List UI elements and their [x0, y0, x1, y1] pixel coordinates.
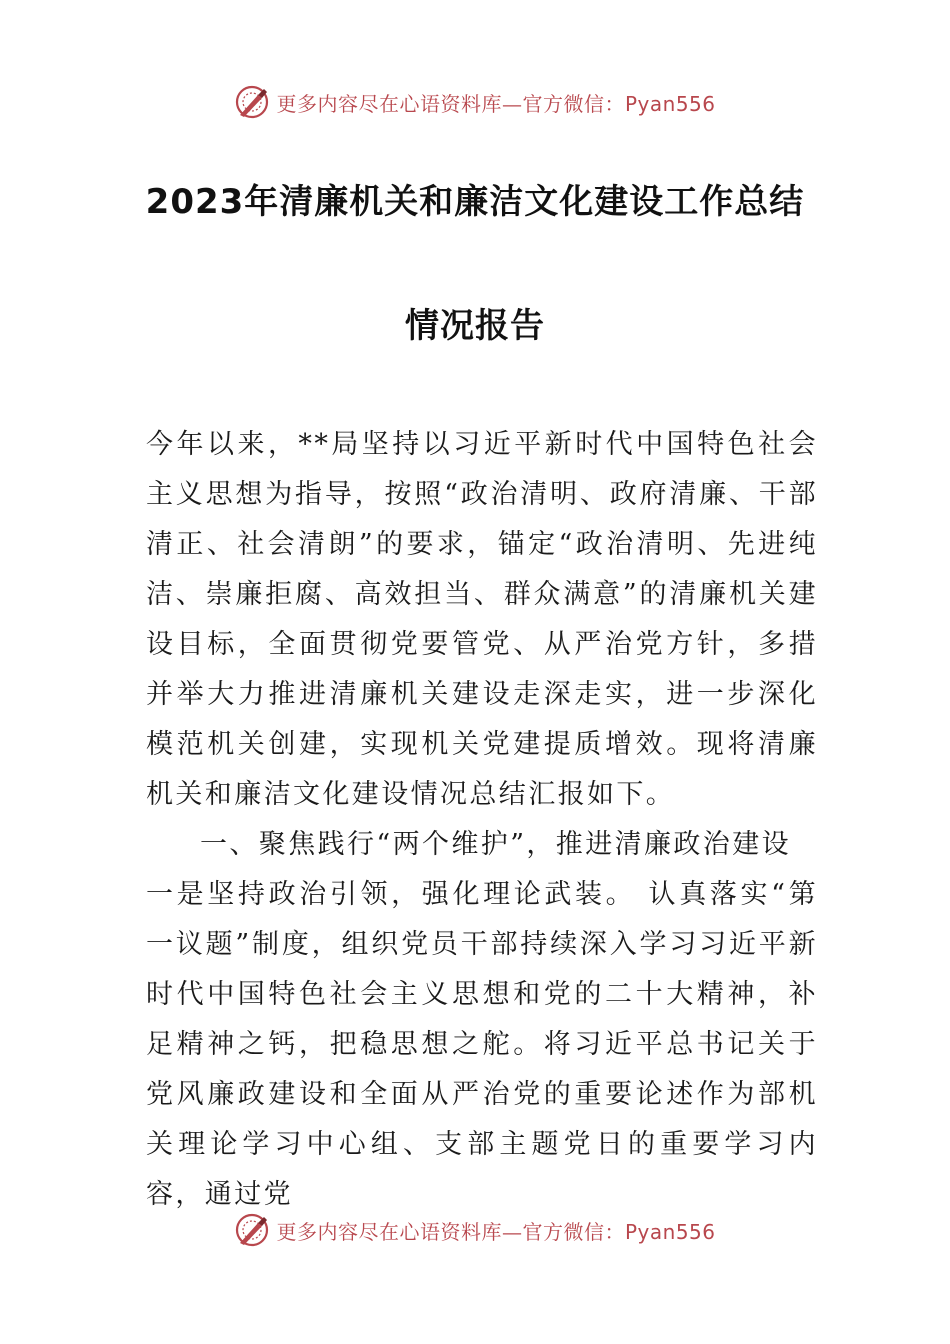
banner-text: 更多内容尽在心语资料库—官方微信：Pyan556	[276, 1219, 716, 1244]
pen-nib-logo-icon	[234, 1212, 270, 1248]
paragraph-intro: 今年以来，**局坚持以习近平新时代中国特色社会主义思想为指导，按照“政治清明、政府清廉、干部清正、社会清朗”的要求，锚定“政治清明、先进纯洁、崇廉拒腐、高效担当、群众满意”的清廉机关建设目标，全面贯彻党要管党、从严治党方针，多措并举大力推进清廉机关建设走深走实，进一步深化模范机关创建，实现机关党建提质增效。现将清廉机关和廉洁文化建设情况总结汇报如下。	[146, 429, 818, 810]
document-title: 2023年清廉机关和廉洁文化建设工作总结	[145, 182, 805, 222]
section-heading: 一、聚焦践行“两个维护”，推进清廉政治建设	[200, 829, 792, 860]
banner-text: 更多内容尽在心语资料库—官方微信：Pyan556	[276, 91, 716, 116]
wechat-id: Pyan556	[624, 91, 716, 116]
document-body	[146, 420, 818, 1220]
document-title-continued: 情况报告	[405, 306, 545, 346]
paragraph-point-one: 一是坚持政治引领，强化理论武装。 认真落实“第一议题”制度，组织党员干部持续深入学习习近平新时代中国特色社会主义思想和党的二十大精神，补足精神之钙，把稳思想之舵。将习近平总书记关于党风廉政建设和全面从严治党的重要论述作为部机关理论学习中心组、支部主题党日的重要学习内容，通过党	[146, 879, 818, 1210]
header-banner	[0, 82, 950, 122]
pen-nib-logo-icon	[234, 84, 270, 120]
wechat-id: Pyan556	[624, 1219, 716, 1244]
footer-banner	[0, 1210, 950, 1250]
